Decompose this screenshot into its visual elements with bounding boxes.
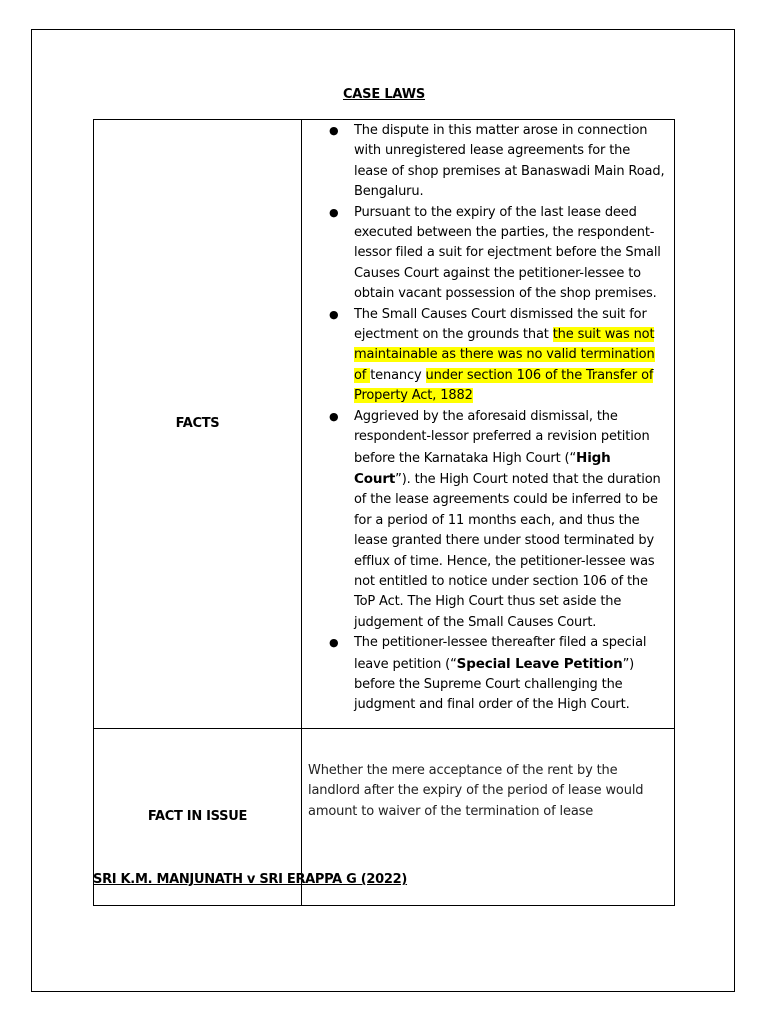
facts-content — [302, 120, 675, 729]
case-name: SRI K.M. MANJUNATH v SRI ERAPPA G (2022) — [93, 872, 408, 887]
fact-item: ● Aggrieved by the aforesaid dismissal, the respondent-lessor preferred a revision petition before the Karnataka High Court (“High Court”). the High Court noted that the duration of the lease agreements could be inferred to be for a period of 11 months each, and thus the lease granted there under stood terminated by efflux of time. Hence, the petitioner-lessee was not entitled to notice under section 106 of the ToP Act. The High Court thus set aside the judgement of the Small Causes Court. — [329, 408, 661, 630]
issue-text: Whether the mere acceptance of the rent by the landlord after the expiry of the period of lease would amount to waiver of the termination of lease — [302, 728, 675, 905]
fact-item: ● The Small Causes Court dismissed the suit for ejectment on the grounds that the suit was not maintainable as there was no valid termination of tenancy under section 106 of the Transfer of Property Act, 1882 — [329, 306, 655, 404]
fact-item: ● Pursuant to the expiry of the last lease deed executed between the parties, the respondent-lessor filed a suit for ejectment before the Small Causes Court against the petitioner-lessee to obtain vacant possession of the shop premises. — [329, 204, 661, 302]
highlighted-text: under section 106 of the Transfer of Property Act, 1882 — [354, 367, 654, 404]
fact-item: ● The petitioner-lessee thereafter filed a special leave petition (“Special Leave Petition”) before the Supreme Court challenging the judgment and final order of the High Court. — [329, 635, 647, 713]
facts-label: FACTS — [94, 120, 302, 729]
bold-term: Special Leave Petition — [456, 655, 623, 672]
issue-label: FACT IN ISSUE — [94, 728, 302, 905]
bullet-icon: ● — [329, 205, 339, 219]
facts-row — [94, 120, 675, 729]
highlighted-text: the suit was not maintainable as there was no valid termination of — [354, 327, 655, 383]
bullet-icon: ● — [329, 636, 339, 650]
bold-term: High Court — [354, 449, 611, 487]
facts-list — [302, 121, 666, 716]
document-title: CASE LAWS — [342, 87, 426, 102]
case-table — [93, 119, 675, 906]
bullet-icon: ● — [329, 409, 339, 423]
fact-item: ● The dispute in this matter arose in connection with unregistered lease agreements for the lease of shop premises at Banaswadi Main Road, Bengaluru. — [329, 123, 665, 200]
bullet-icon: ● — [329, 307, 339, 321]
bullet-icon: ● — [329, 124, 339, 137]
